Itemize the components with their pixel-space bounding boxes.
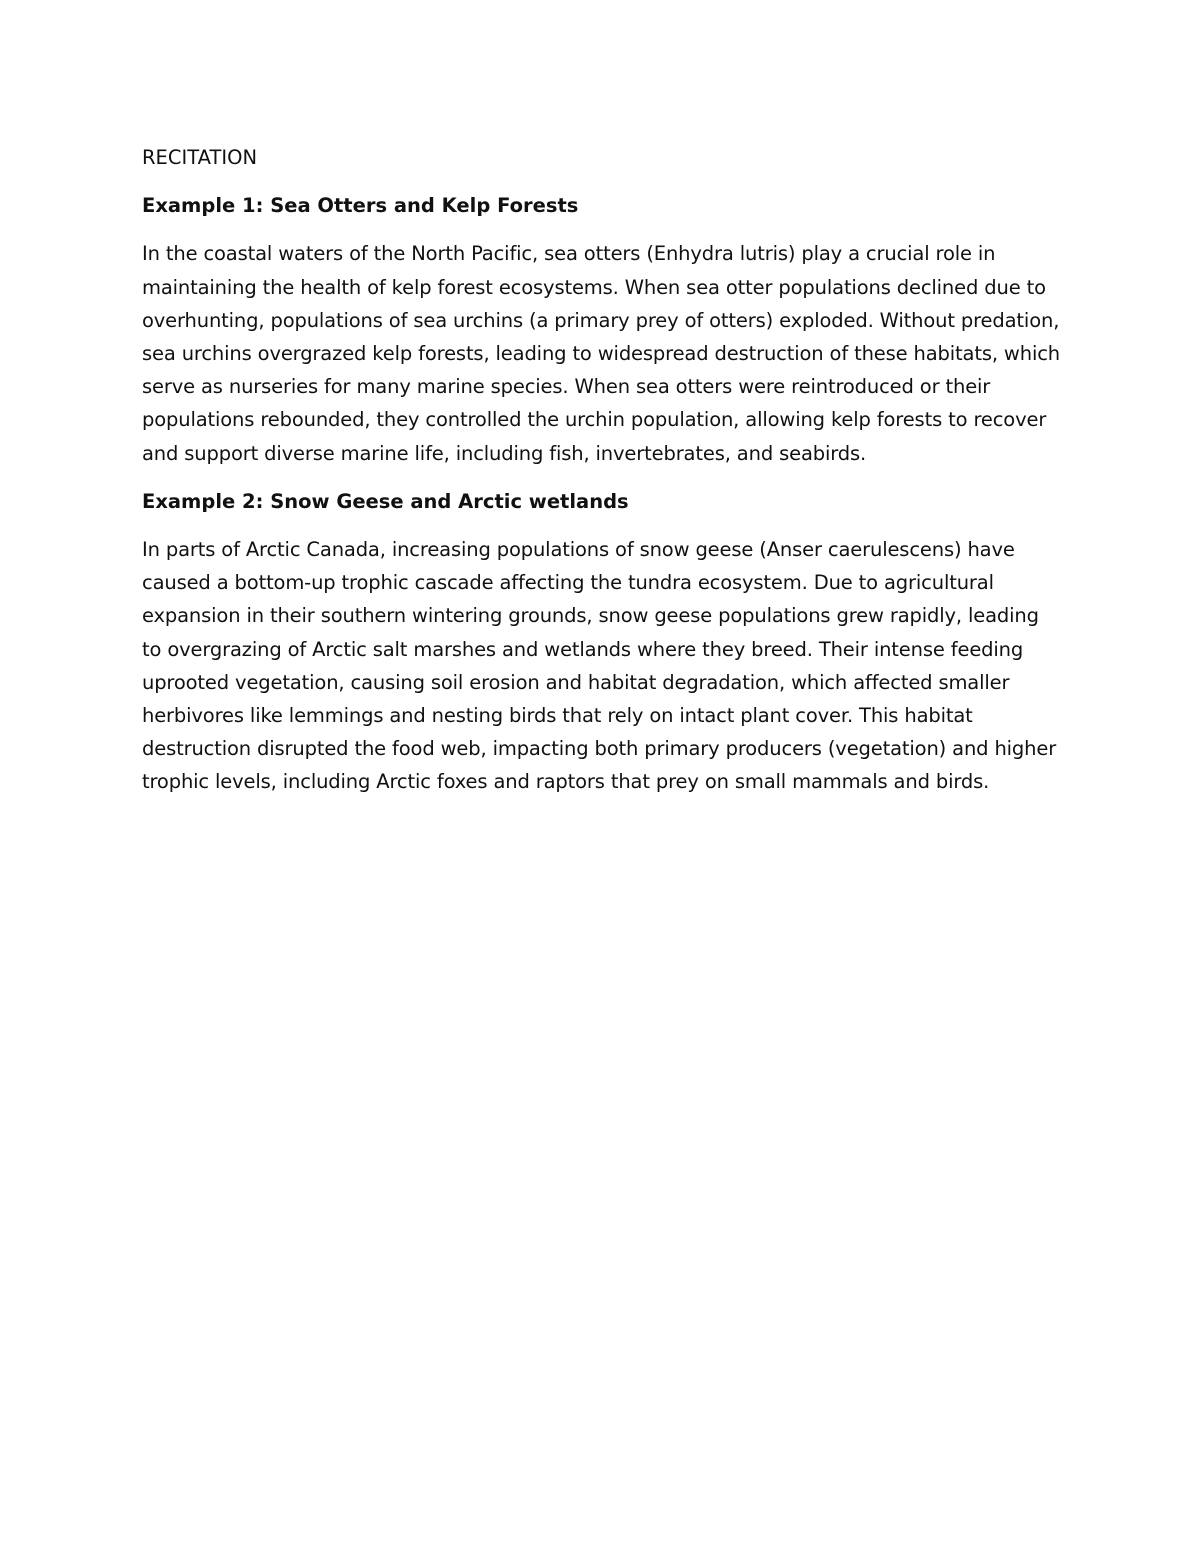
section-heading-example-2: Example 2: Snow Geese and Arctic wetlands <box>142 489 629 513</box>
document-label: RECITATION <box>142 146 258 169</box>
document-page <box>142 141 1062 814</box>
section-heading-example-1: Example 1: Sea Otters and Kelp Forests <box>142 194 579 218</box>
section-paragraph-example-2: In parts of Arctic Canada, increasing populations of snow geese (Anser caerulescens) have caused a bottom-up trophic cascade affecting the tundra ecosystem. Due to agricultural expansion in their southern wintering grounds, snow geese populations grew rapidly, leading to overgrazing of Arctic salt marshes and wetlands where they breed. Their intense feeding uprooted vegetation, causing soil erosion and habitat degradation, which affected smaller herbivores like lemmings and nesting birds that rely on intact plant cover. This habitat destruction disrupted the food web, impacting both primary producers (vegetation) and higher trophic levels, including Arctic foxes and raptors that prey on small mammals and birds. <box>142 538 1057 794</box>
section-paragraph-example-1: In the coastal waters of the North Pacific, sea otters (Enhydra lutris) play a crucial role in maintaining the health of kelp forest ecosystems. When sea otter populations declined due to overhunting, populations of sea urchins (a primary prey of otters) exploded. Without predation, sea urchins overgrazed kelp forests, leading to widespread destruction of these habitats, which serve as nurseries for many marine species. When sea otters were reintroduced or their populations rebounded, they controlled the urchin population, allowing kelp forests to recover and support diverse marine life, including fish, invertebrates, and seabirds. <box>142 242 1060 465</box>
